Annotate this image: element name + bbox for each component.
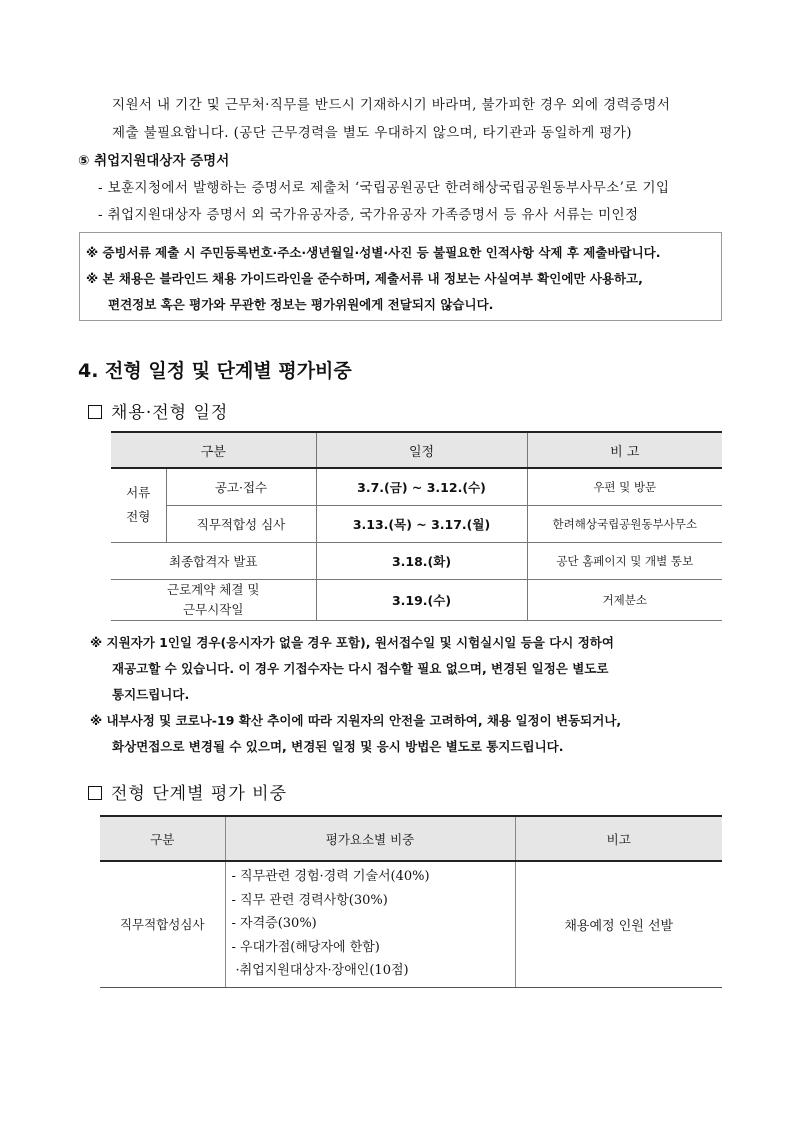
stage-cell: 최종합격자 발표 [111,542,316,579]
header-remarks: 비고 [515,816,722,861]
schedule-subheading [88,398,228,423]
schedule-note-3: 통지드립니다. [112,687,190,702]
stage-line-1: 근로계약 체결 및 [167,581,260,597]
criteria-item: - 직무관련 경험·경력 기술서(40%) [231,869,430,884]
stage-cell [111,579,316,620]
table-row [111,579,722,620]
criteria-item: - 직무 관련 경력사항(30%) [231,892,388,908]
schedule-note-5: 화상면접으로 변경될 수 있으며, 변경된 일정 및 응시 방법은 별도로 통지드립니다. [112,739,564,754]
notice-line-3: 편견정보 혹은 평가와 무관한 정보는 평가위원에게 전달되지 않습니다. [108,297,494,312]
schedule-subheading-text: 채용·전형 일정 [111,403,229,423]
notice-line-1: ※ 증빙서류 제출 시 주민등록번호·주소·생년월일·성별·사진 등 불필요한 인적사항 삭제 후 제출바랍니다. [86,245,661,260]
section5-bullet-2: - 취업지원대상자 증명서 외 국가유공자증, 국가유공자 가족증명서 등 유사 서류는 미인정 [98,207,639,223]
stage-cell: 직무적합성 심사 [166,505,316,542]
table-row [100,861,722,987]
date-cell: 3.19.(수) [316,579,527,620]
intro-line-2: 제출 불필요합니다. (공단 근무경력을 별도 우대하지 않으며, 타기관과 동일하게 평가) [112,125,632,141]
notice-box [79,232,722,321]
section5-title: ⑤ 취업지원대상자 증명서 [78,153,230,169]
group-label-1: 서류 [126,485,151,501]
group-label-2: 전형 [126,509,151,525]
note-cell: 한려해상국립공원동부사무소 [527,505,722,542]
notice-line-2: ※ 본 채용은 블라인드 채용 가이드라인을 준수하며, 제출서류 내 정보는 사실여부 확인에만 사용하고, [86,271,643,286]
weights-subheading [88,779,287,804]
weights-subheading-text: 전형 단계별 평가 비중 [111,784,288,804]
criteria-item: - 자격증(30%) [231,916,317,931]
note-cell: 거제분소 [527,579,722,620]
table-row [111,542,722,579]
section5-bullet-1: - 보훈지청에서 발행하는 증명서로 제출처 ‘국립공원공단 한려해상국립공원동부사무소’로 기입 [98,180,670,196]
schedule-note-2: 재공고할 수 있습니다. 이 경우 기접수자는 다시 접수할 필요 없으며, 변경된 일정은 별도로 [112,661,609,676]
criteria-cell [225,861,515,987]
table-row [111,505,722,542]
schedule-note-1: ※ 지원자가 1인일 경우(응시자가 없을 경우 포함), 원서접수일 및 시험실시일 등을 다시 정하여 [90,635,614,650]
schedule-note-4: ※ 내부사정 및 코로나-19 확산 추이에 따라 지원자의 안전을 고려하여, 채용 일정이 변동되거나, [90,713,622,728]
header-category: 구분 [100,816,225,861]
checkbox-square-icon [88,786,102,800]
criteria-item: - 우대가점(해당자에 한함) [231,939,380,955]
table-row [111,468,722,505]
table-header-row [111,432,722,468]
stage-cell: 직무적합성심사 [100,861,225,987]
intro-line-1: 지원서 내 기간 및 근무처·직무를 반드시 기재하시기 바라며, 불가피한 경우 외에 경력증명서 [112,97,671,113]
schedule-table [111,431,722,621]
stage-line-2: 근무시작일 [183,601,244,617]
date-cell: 3.18.(화) [316,542,527,579]
date-cell: 3.7.(금) ~ 3.12.(수) [316,468,527,505]
header-remarks: 비 고 [527,432,722,468]
note-cell: 우편 및 방문 [527,468,722,505]
section4-heading: 4. 전형 일정 및 단계별 평가비중 [78,360,352,382]
header-category: 구분 [111,432,316,468]
header-weights: 평가요소별 비중 [225,816,515,861]
document-screening-group [111,468,166,542]
stage-cell: 공고·접수 [166,468,316,505]
date-cell: 3.13.(목) ~ 3.17.(월) [316,505,527,542]
table-header-row [100,816,722,861]
weights-table [100,815,722,988]
criteria-item: ·취업지원대상자·장애인(10점) [235,963,409,978]
note-cell: 공단 홈페이지 및 개별 통보 [527,542,722,579]
header-schedule: 일정 [316,432,527,468]
checkbox-square-icon [88,405,102,419]
note-cell: 채용예정 인원 선발 [515,861,722,987]
